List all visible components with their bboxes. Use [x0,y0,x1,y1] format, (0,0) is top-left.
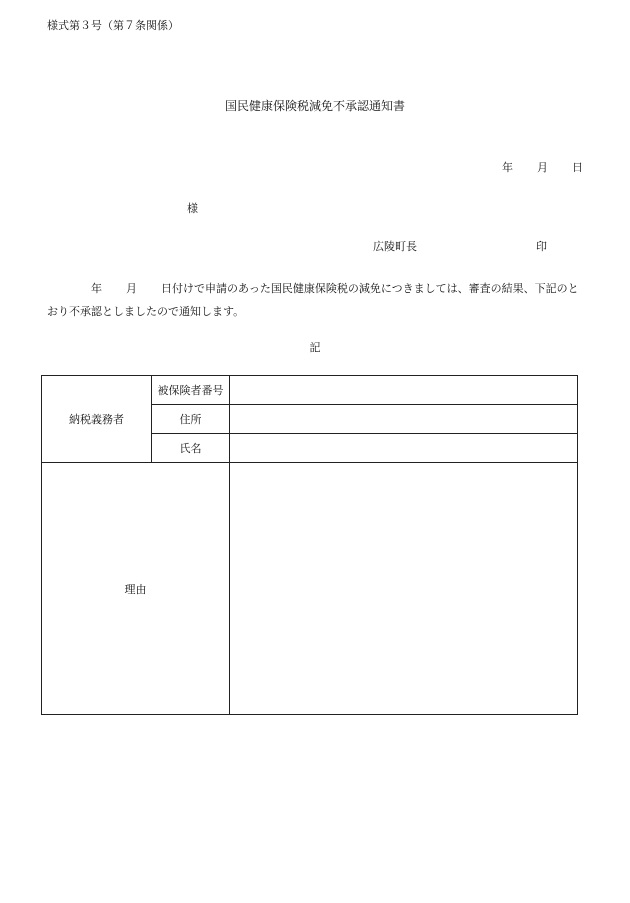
issuer-name: 広陵町長 [373,240,417,253]
date-line [502,159,583,175]
details-table [41,375,578,715]
reason-value [230,463,578,715]
ki-heading: 記 [309,341,321,354]
name-label: 氏名 [152,434,230,463]
seal-mark: 印 [536,240,547,253]
form-number: 様式第３号（第７条関係） [47,19,179,32]
insured-number-value [230,376,578,405]
body-main-text: 日付けで申請のあった国民健康保険税の減免につきましては、審査の結果、下記のとおり不承認としましたので通知します。 [47,282,579,318]
insured-number-label: 被保険者番号 [152,376,230,405]
date-month: 月 [537,161,548,174]
body-year: 年 [91,282,102,295]
address-value [230,405,578,434]
body-text [47,277,587,323]
taxpayer-label: 納税義務者 [42,376,152,463]
name-value [230,434,578,463]
document-title: 国民健康保険税減免不承認通知書 [224,99,405,113]
reason-label: 理由 [42,463,230,715]
body-month: 月 [126,282,137,295]
table-row [42,463,578,715]
recipient-honorific: 様 [187,202,198,215]
date-year: 年 [502,161,513,174]
date-day: 日 [572,161,583,174]
address-label: 住所 [152,405,230,434]
table-row [42,376,578,405]
